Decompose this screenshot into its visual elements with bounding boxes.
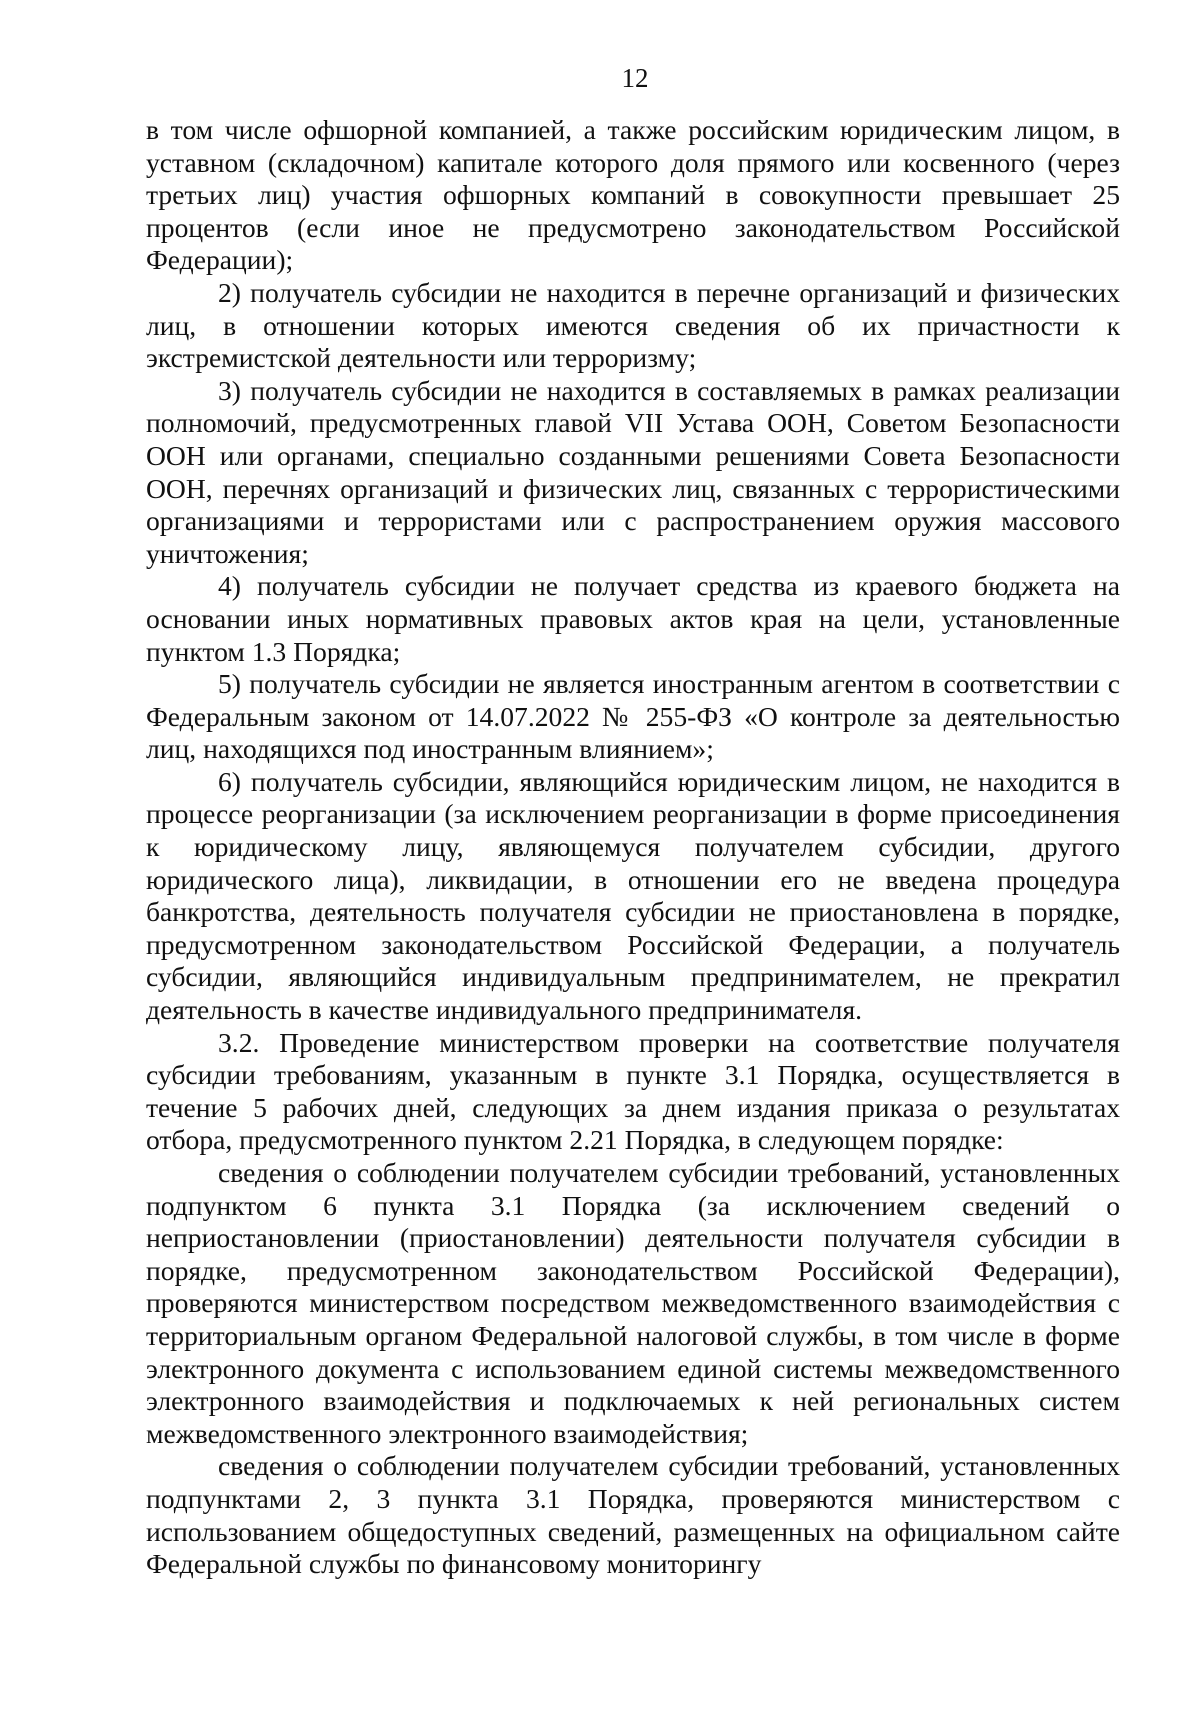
paragraph-item-2: 2) получатель субсидии не находится в перечне организаций и физических лиц, в отношении которых имеются сведения об их причастности к экстремистской деятельности или терроризму; [146, 276, 1120, 374]
paragraph-item-6: 6) получатель субсидии, являющийся юридическим лицом, не находится в процессе реорганизации (за исключением реорганизации в форме присоединения к юридическому лицу, являющемуся получателем субсидии, другого юридического лица), ликвидации, в отношении его не введена процедура банкротства, деятельность получателя субсидии не приостановлена в порядке, предусмотренном законодательством Российской Федерации, а получатель субсидии, являющийся индивидуальным предпринимателем, не прекратил деятельность в качестве индивидуального предпринимателя. [146, 765, 1120, 1026]
paragraph-item-4: 4) получатель субсидии не получает средства из краевого бюджета на основании иных нормативных правовых актов края на цели, установленные пунктом 1.3 Порядка; [146, 570, 1120, 667]
paragraph-item-5: 5) получатель субсидии не является иностранным агентом в соответствии с Федеральным законом от 14.07.2022 № 255-ФЗ «О контроле за деятельностью лиц, находящихся под иностранным влиянием»; [146, 668, 1120, 765]
page-number: 12 [621, 63, 649, 93]
paragraph-verification-1: сведения о соблюдении получателем субсидии требований, установленных подпунктом 6 пункта 3.1 Порядка (за исключением сведений о неприостановлении (приостановлении) деятельности получателя субсидии в порядке, предусмотренном законодательством Российской Федерации), проверяются министерством посредством межведомственного взаимодействия с территориальным органом Федеральной налоговой службы, в том числе в форме электронного документа с использованием единой системы межведомственного электронного взаимодействия и подключаемых к ней региональных систем межведомственного электронного взаимодействия; [146, 1157, 1120, 1449]
document-body [146, 114, 1120, 1581]
paragraph-section-3-2: 3.2. Проведение министерством проверки на соответствие получателя субсидии требованиям, указанным в пункте 3.1 Порядка, осуществляется в течение 5 рабочих дней, следующих за днем издания приказа о результатах отбора, предусмотренного пунктом 2.21 Порядка, в следующем порядке: [146, 1026, 1120, 1156]
paragraph-continuation: в том числе офшорной компанией, а также российским юридическим лицом, в уставном (складочном) капитале которого доля прямого или косвенного (через третьих лиц) участия офшорных компаний в совокупности превышает 25 процентов (если иное не предусмотрено законодательством Российской Федерации); [146, 114, 1120, 276]
paragraph-item-3: 3) получатель субсидии не находится в составляемых в рамках реализации полномочий, предусмотренных главой VII Устава ООН, Советом Безопасности ООН или органами, специально созданными решениями Совета Безопасности ООН, перечнях организаций и физических лиц, связанных с террористическими организациями и террористами или с распространением оружия массового уничтожения; [146, 374, 1120, 569]
paragraph-verification-2: сведения о соблюдении получателем субсидии требований, установленных подпунктами 2, 3 пункта 3.1 Порядка, проверяются министерством с использованием общедоступных сведений, размещенных на официальном сайте Федеральной службы по финансовому мониторингу [146, 1450, 1120, 1580]
